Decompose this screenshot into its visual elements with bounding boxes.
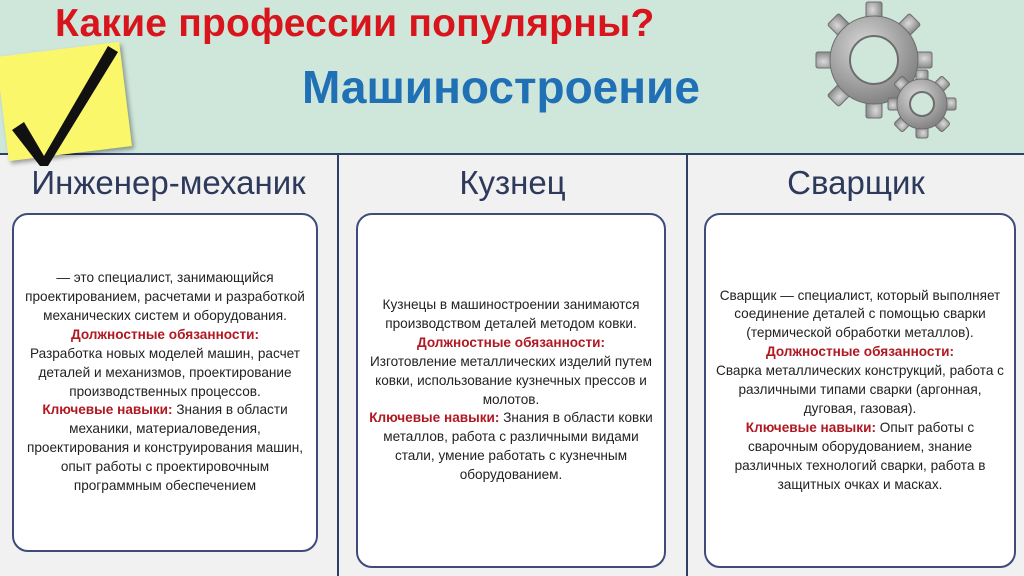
skills-label: Ключевые навыки: — [42, 402, 173, 418]
duties-label: Должностные обязанности: — [70, 326, 260, 342]
duties-label: Должностные обязанности: — [416, 334, 606, 350]
card-intro: — это специалист, занимающийся проектированием, расчетами и разработкой механических систем и оборудования. — [25, 270, 305, 323]
card-welder — [704, 213, 1016, 568]
skills-text: Знания в области ковки металлов, работа с различными видами стали, умение работать с кузнечным оборудованием. — [383, 410, 653, 483]
card-intro: Сварщик — специалист, который выполняет соединение деталей с помощью сварки (термической обработки металлов). — [719, 287, 1001, 341]
duties-text: Разработка новых моделей машин, расчет деталей и механизмов, проектирование производственных процессов. — [29, 345, 301, 399]
column-divider — [686, 155, 688, 576]
page-title: Какие профессии популярны? — [55, 2, 655, 45]
card-blacksmith — [356, 213, 666, 568]
duties-label: Должностные обязанности: — [765, 344, 955, 360]
card-text — [22, 269, 308, 496]
card-text — [714, 287, 1006, 495]
column-title-welder: Сварщик — [787, 164, 925, 201]
column-title-engineer: Инженер-механик — [31, 164, 306, 201]
column-divider — [337, 155, 339, 576]
gears-icon — [808, 0, 958, 150]
duties-text: Сварка металлических конструкций, работа с различными типами сварки (аргонная, дуговая, газовая). — [716, 363, 1004, 416]
header-divider — [0, 153, 1024, 155]
skills-label: Ключевые навыки: — [369, 410, 500, 426]
page-subtitle: Машиностроение — [302, 61, 700, 113]
card-engineer — [12, 213, 318, 552]
skills-text: Опыт работы с сварочным оборудованием, знание различных технологий сварки, работа в защитных очках и масках. — [734, 419, 986, 492]
skills-text: Знания в области механики, материаловедения, проектирования и конструирования машин, опыт работы с проектировочным программным обеспечением — [27, 402, 303, 494]
duties-text: Изготовление металлических изделий путем ковки, использование кузнечных прессов и молотов. — [369, 353, 653, 407]
skills-label: Ключевые навыки: — [745, 419, 876, 435]
card-text — [366, 296, 656, 485]
column-title-blacksmith: Кузнец — [459, 164, 566, 201]
card-intro: Кузнецы в машиностроении занимаются производством деталей методом ковки. — [382, 296, 640, 331]
checkmark-icon — [4, 38, 124, 166]
